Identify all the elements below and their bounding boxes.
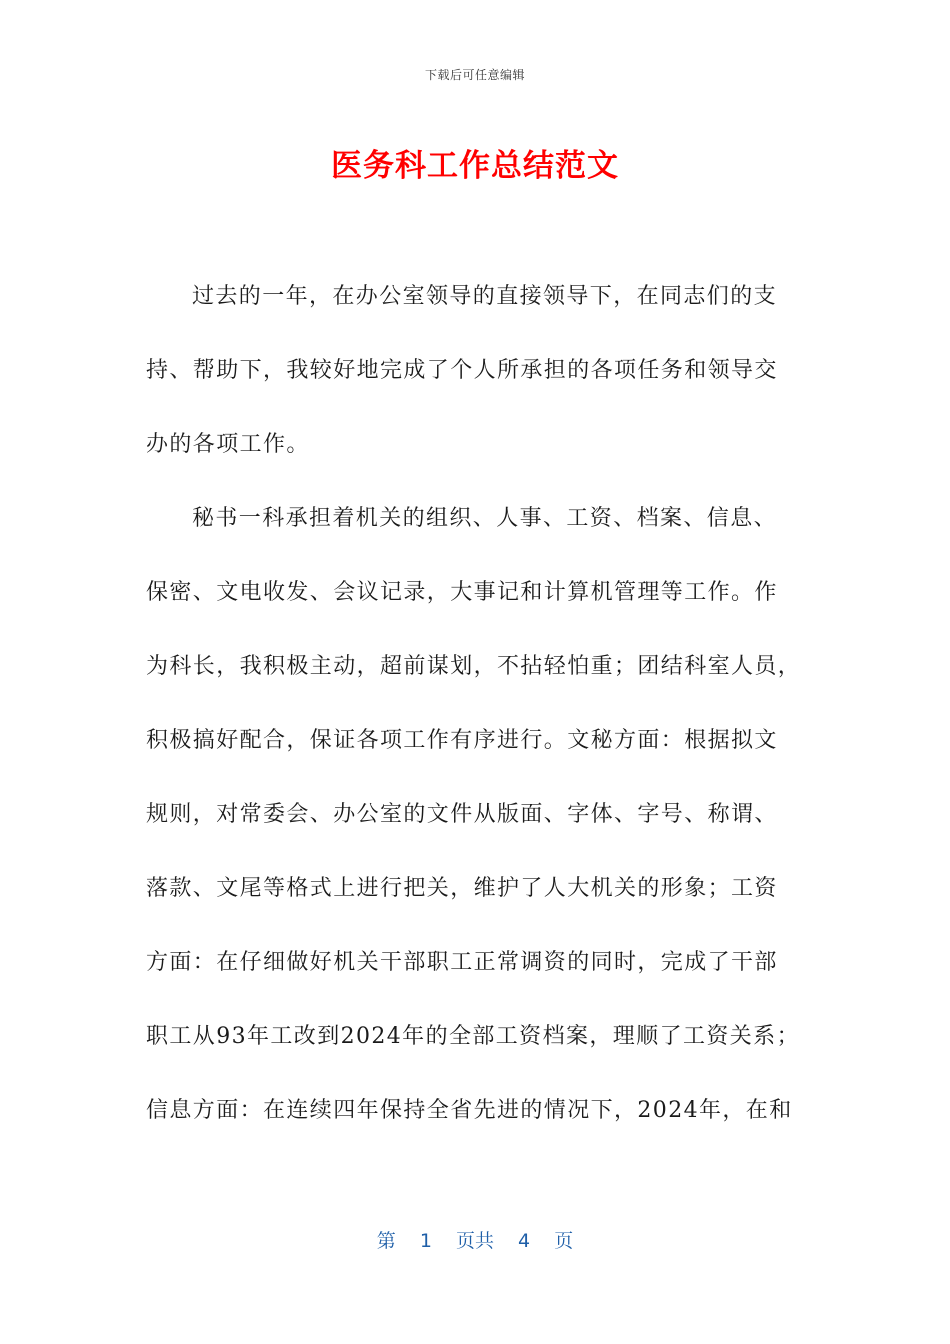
paragraph-1-line-1: 过去的一年，在办公室领导的直接领导下，在同志们的支 [192, 284, 778, 309]
document-title: 医务科工作总结范文 [331, 148, 619, 184]
paragraph-1-line-3: 办的各项工作。 [146, 432, 310, 457]
paragraph-2-line-8: 职工从93年工改到2024年的全部工资档案，理顺了工资关系； [146, 1024, 800, 1049]
paragraph-2-line-4: 积极搞好配合，保证各项工作有序进行。文秘方面：根据拟文 [146, 728, 778, 753]
total-pages-number: 4 [518, 1230, 531, 1252]
paragraph-2-line-6: 落款、文尾等格式上进行把关，维护了人大机关的形象；工资 [146, 876, 778, 901]
paragraph-2-line-7: 方面：在仔细做好机关干部职工正常调资的同时，完成了干部 [146, 950, 778, 975]
page-label-prefix: 第 [376, 1230, 396, 1252]
document-body [146, 270, 806, 1158]
paragraph-1-line-2: 持、帮助下，我较好地完成了个人所承担的各项任务和领导交 [146, 358, 778, 383]
page-label-middle: 页共 [455, 1230, 494, 1252]
paragraph-2-line-2: 保密、文电收发、会议记录，大事记和计算机管理等工作。作 [146, 580, 778, 605]
paragraph-2-line-9: 信息方面：在连续四年保持全省先进的情况下，2024年，在和 [146, 1098, 793, 1123]
page-label-suffix: 页 [554, 1230, 574, 1252]
page-footer [0, 1226, 950, 1253]
paragraph-2-line-5: 规则，对常委会、办公室的文件从版面、字体、字号、称谓、 [146, 802, 778, 827]
paragraph-2-line-1: 秘书一科承担着机关的组织、人事、工资、档案、信息、 [192, 506, 778, 531]
current-page-number: 1 [419, 1230, 432, 1252]
header-note: 下载后可任意编辑 [424, 68, 525, 82]
paragraph-2-line-3: 为科长，我积极主动，超前谋划，不拈轻怕重；团结科室人员， [146, 654, 802, 679]
